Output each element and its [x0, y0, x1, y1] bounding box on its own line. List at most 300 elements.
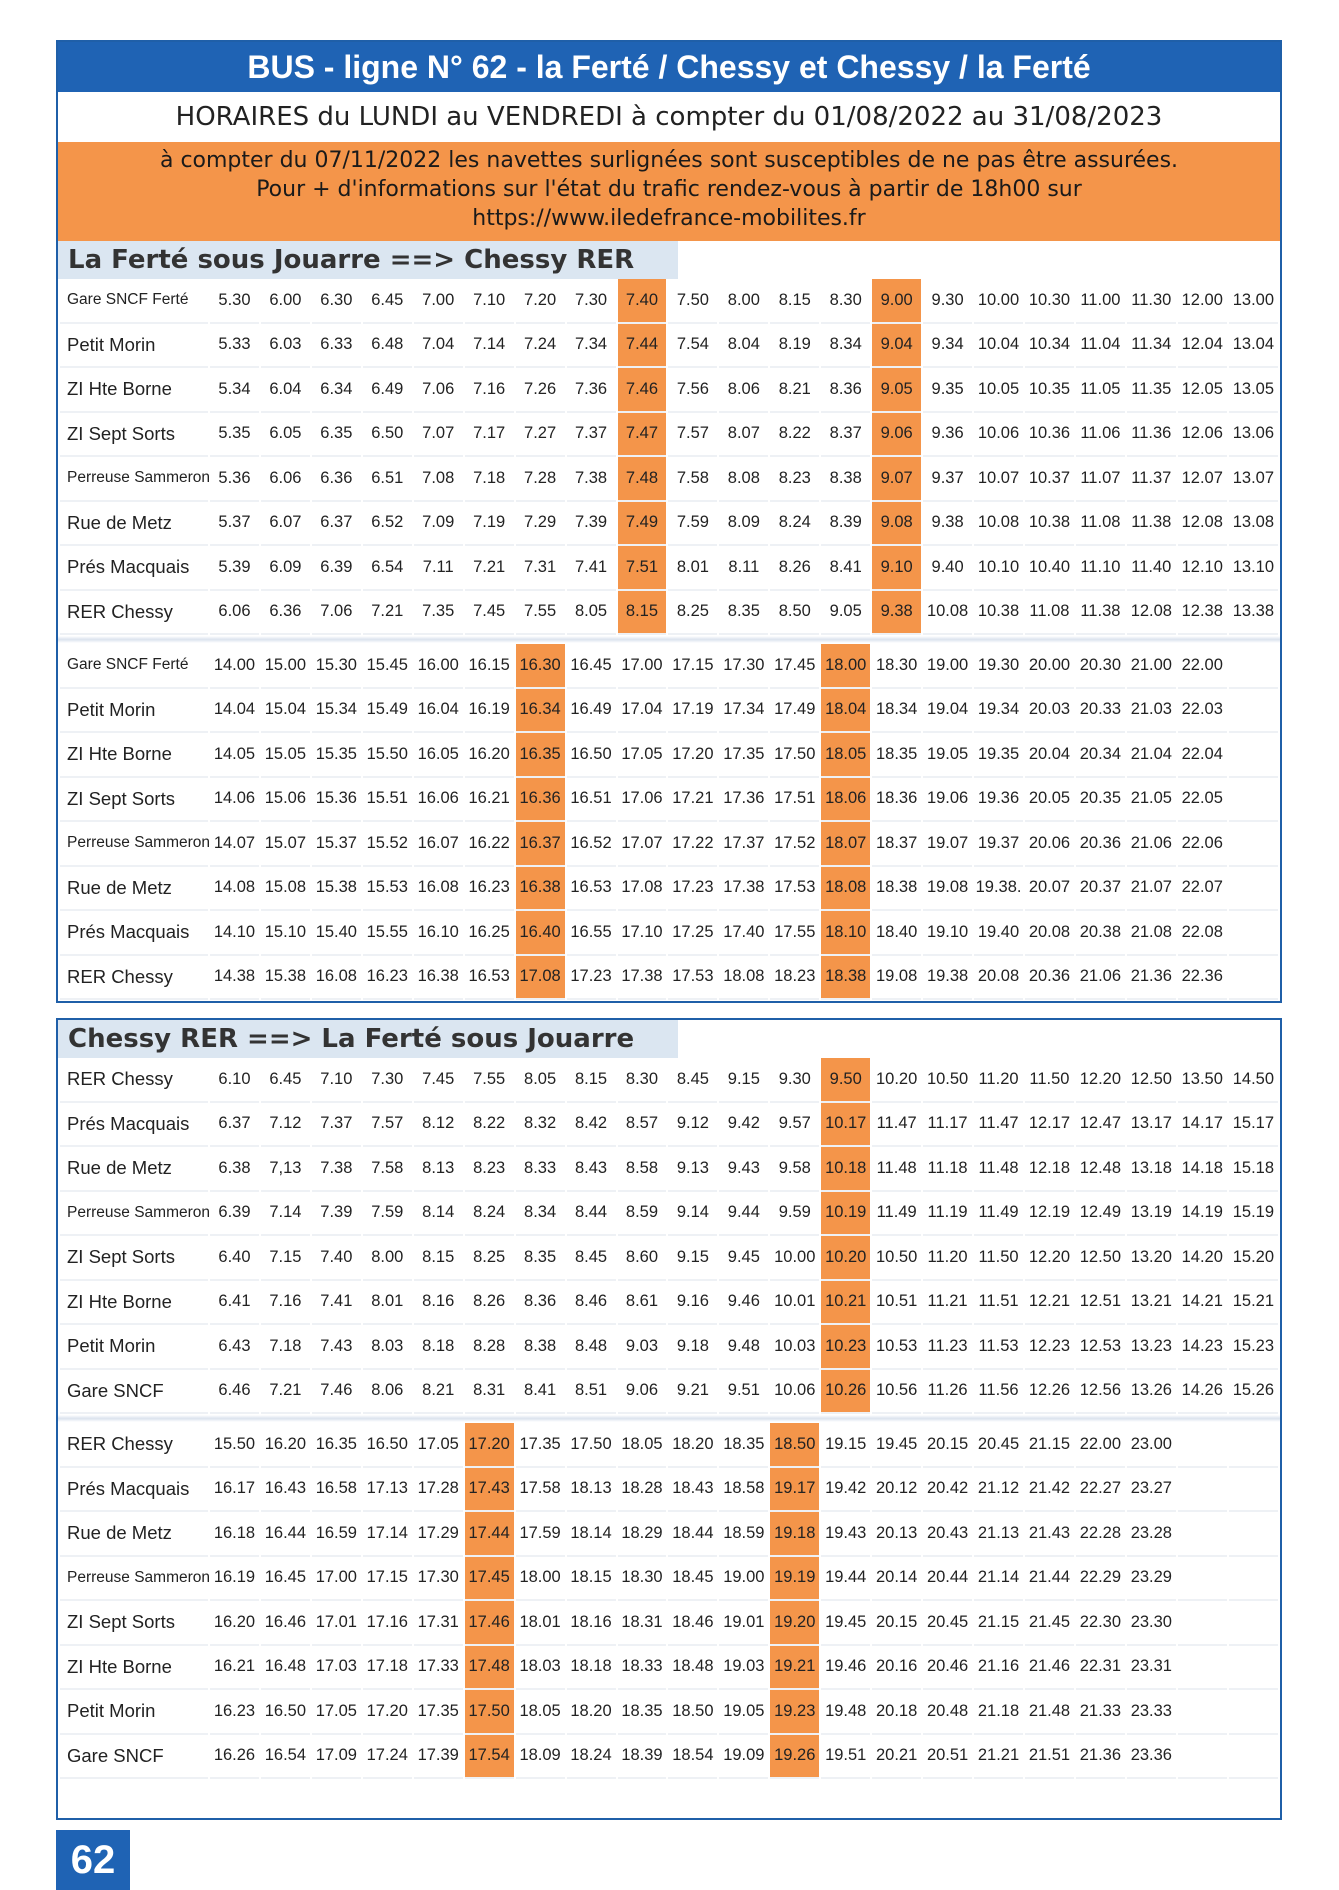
departure-time: 7.40 [312, 1236, 361, 1281]
departure-time: 19.51 [821, 1735, 870, 1780]
stop-name: Prés Macquais [60, 1468, 208, 1513]
departure-time: 8.50 [770, 591, 819, 636]
departure-time: 16.51 [567, 778, 616, 823]
departure-time: 10.08 [974, 502, 1023, 547]
departure-time: 6.38 [210, 1147, 259, 1192]
departure-time: 11.10 [1076, 546, 1125, 591]
departure-time: 18.43 [668, 1468, 717, 1513]
departure-time: 8.46 [567, 1281, 616, 1326]
departure-time: 23.33 [1127, 1690, 1176, 1735]
timetable-row [60, 1468, 1278, 1513]
service-notice [58, 142, 1280, 241]
departure-time: 13.08 [1229, 502, 1278, 547]
departure-time: 21.06 [1127, 822, 1176, 867]
departure-time: 8.37 [821, 413, 870, 458]
departure-time: 21.42 [1025, 1468, 1074, 1513]
departure-time: 6.30 [312, 279, 361, 324]
departure-time: 17.05 [312, 1690, 361, 1735]
departure-time: 9.16 [668, 1281, 717, 1326]
departure-time: 7.45 [465, 591, 514, 636]
departure-time: 11.49 [974, 1192, 1023, 1237]
departure-time-highlighted: 17.48 [465, 1646, 514, 1691]
departure-time: 9.46 [719, 1281, 768, 1326]
departure-time: 12.19 [1025, 1192, 1074, 1237]
departure-time: 8.21 [414, 1370, 463, 1415]
departure-time: 7.41 [312, 1281, 361, 1326]
departure-time: 17.15 [363, 1557, 412, 1602]
departure-time-highlighted: 18.50 [770, 1423, 819, 1468]
departure-time: 14.00 [210, 644, 259, 689]
departure-time: 17.31 [414, 1601, 463, 1646]
departure-time: 19.38. [974, 867, 1023, 912]
departure-time: 15.34 [312, 689, 361, 734]
departure-time: 19.43 [821, 1512, 870, 1557]
departure-time: 8.08 [719, 457, 768, 502]
stop-name: Petit Morin [60, 324, 208, 369]
timetable-direction-1 [58, 279, 1280, 1000]
departure-time: 15.06 [261, 778, 310, 823]
departure-time: 8.32 [516, 1103, 565, 1148]
departure-time: 7.15 [261, 1236, 310, 1281]
departure-time: 17.36 [719, 778, 768, 823]
departure-time: 13.21 [1127, 1281, 1176, 1326]
departure-time: 6.00 [261, 279, 310, 324]
departure-time: 7.24 [516, 324, 565, 369]
departure-time: 7.36 [567, 368, 616, 413]
departure-time-highlighted: 16.34 [516, 689, 565, 734]
departure-time: 7.31 [516, 546, 565, 591]
departure-time: 17.09 [312, 1735, 361, 1780]
departure-time: 18.44 [668, 1512, 717, 1557]
departure-time: 7.21 [261, 1370, 310, 1415]
departure-time-highlighted: 17.45 [465, 1557, 514, 1602]
departure-time-highlighted: 9.07 [872, 457, 921, 502]
departure-time: 11.48 [872, 1147, 921, 1192]
departure-time: 10.10 [974, 546, 1023, 591]
stop-name: Perreuse Sammeron [60, 822, 208, 867]
departure-time: 12.21 [1025, 1281, 1074, 1326]
departure-time: 18.34 [872, 689, 921, 734]
timetable-row [60, 778, 1278, 823]
departure-time-highlighted: 8.15 [618, 591, 667, 636]
departure-time: 20.21 [872, 1735, 921, 1780]
departure-time: 7.45 [414, 1058, 463, 1103]
stop-name: ZI Sept Sorts [60, 413, 208, 458]
departure-time: 16.15 [465, 644, 514, 689]
departure-time: 20.16 [872, 1646, 921, 1691]
departure-time: 9.37 [923, 457, 972, 502]
departure-time: 6.46 [210, 1370, 259, 1415]
departure-time-highlighted: 18.05 [821, 733, 870, 778]
departure-time: 20.37 [1076, 867, 1125, 912]
departure-time: 8.33 [516, 1147, 565, 1192]
departure-time: 10.01 [770, 1281, 819, 1326]
departure-time: 7.46 [312, 1370, 361, 1415]
departure-time-highlighted: 7.48 [618, 457, 667, 502]
departure-time: 8.45 [567, 1236, 616, 1281]
departure-time: 8.34 [516, 1192, 565, 1237]
departure-time: 8.38 [821, 457, 870, 502]
departure-time: 16.43 [261, 1468, 310, 1513]
departure-time [1229, 644, 1278, 689]
departure-time: 22.31 [1076, 1646, 1125, 1691]
departure-time: 10.36 [1025, 413, 1074, 458]
departure-time: 23.27 [1127, 1468, 1176, 1513]
departure-time: 8.48 [567, 1325, 616, 1370]
departure-time: 18.05 [516, 1690, 565, 1735]
departure-time: 17.30 [719, 644, 768, 689]
departure-time: 11.56 [974, 1370, 1023, 1415]
departure-time: 17.55 [770, 911, 819, 956]
departure-time-highlighted: 16.35 [516, 733, 565, 778]
departure-time: 17.34 [719, 689, 768, 734]
departure-time: 7.54 [668, 324, 717, 369]
schedule-box-ferte-to-chessy [56, 40, 1282, 1003]
departure-time-highlighted: 16.40 [516, 911, 565, 956]
departure-time: 11.38 [1076, 591, 1125, 636]
departure-time-highlighted: 17.44 [465, 1512, 514, 1557]
departure-time: 11.19 [923, 1192, 972, 1237]
notice-link[interactable]: https://www.iledefrance-mobilites.fr [472, 206, 866, 231]
departure-time: 11.26 [923, 1370, 972, 1415]
departure-time: 18.38 [872, 867, 921, 912]
departure-time: 9.15 [719, 1058, 768, 1103]
departure-time: 7.17 [465, 413, 514, 458]
departure-time-highlighted: 10.21 [821, 1281, 870, 1326]
departure-time: 17.53 [668, 956, 717, 1001]
departure-time: 20.44 [923, 1557, 972, 1602]
departure-time: 11.48 [974, 1147, 1023, 1192]
departure-time: 15.51 [363, 778, 412, 823]
departure-time: 16.35 [312, 1423, 361, 1468]
departure-time: 7.20 [516, 279, 565, 324]
departure-time: 6.45 [261, 1058, 310, 1103]
departure-time: 11.05 [1076, 368, 1125, 413]
departure-time: 16.52 [567, 822, 616, 867]
departure-time: 7.58 [363, 1147, 412, 1192]
departure-time: 6.39 [210, 1192, 259, 1237]
departure-time: 9.30 [923, 279, 972, 324]
departure-time-highlighted: 10.20 [821, 1236, 870, 1281]
departure-time: 18.15 [567, 1557, 616, 1602]
departure-time: 17.01 [312, 1601, 361, 1646]
departure-time: 16.19 [465, 689, 514, 734]
departure-time: 7.37 [312, 1103, 361, 1148]
departure-time: 18.36 [872, 778, 921, 823]
stop-name: RER Chessy [60, 591, 208, 636]
departure-time: 23.31 [1127, 1646, 1176, 1691]
stop-name: Perreuse Sammeron [60, 1192, 208, 1237]
departure-time: 6.50 [363, 413, 412, 458]
departure-time: 15.26 [1229, 1370, 1278, 1415]
departure-time: 15.04 [261, 689, 310, 734]
departure-time: 12.08 [1127, 591, 1176, 636]
departure-time: 16.45 [261, 1557, 310, 1602]
departure-time: 7.10 [312, 1058, 361, 1103]
departure-time-highlighted: 18.00 [821, 644, 870, 689]
departure-time: 7.59 [363, 1192, 412, 1237]
departure-time: 8.31 [465, 1370, 514, 1415]
departure-time: 18.30 [618, 1557, 667, 1602]
stop-name: ZI Hte Borne [60, 1281, 208, 1326]
departure-time: 17.28 [414, 1468, 463, 1513]
departure-time: 17.00 [312, 1557, 361, 1602]
stop-name: ZI Sept Sorts [60, 1601, 208, 1646]
departure-time: 10.00 [770, 1236, 819, 1281]
departure-time: 9.05 [821, 591, 870, 636]
departure-time: 22.36 [1178, 956, 1227, 1001]
departure-time: 8.26 [465, 1281, 514, 1326]
departure-time: 18.24 [567, 1735, 616, 1780]
departure-time: 16.08 [414, 867, 463, 912]
departure-time: 10.50 [872, 1236, 921, 1281]
stop-name: Gare SNCF [60, 1370, 208, 1415]
departure-time: 14.23 [1178, 1325, 1227, 1370]
departure-time: 17.25 [668, 911, 717, 956]
departure-time: 18.09 [516, 1735, 565, 1780]
departure-time [1229, 956, 1278, 1001]
departure-time: 20.30 [1076, 644, 1125, 689]
departure-time: 12.26 [1025, 1370, 1074, 1415]
timetable-row [60, 546, 1278, 591]
departure-time: 16.48 [261, 1646, 310, 1691]
departure-time: 12.08 [1178, 502, 1227, 547]
departure-time: 14.05 [210, 733, 259, 778]
departure-time: 6.52 [363, 502, 412, 547]
departure-time: 14.26 [1178, 1370, 1227, 1415]
departure-time: 16.44 [261, 1512, 310, 1557]
departure-time: 20.42 [923, 1468, 972, 1513]
departure-time: 16.45 [567, 644, 616, 689]
departure-time: 21.03 [1127, 689, 1176, 734]
departure-time [1229, 778, 1278, 823]
departure-time: 8.05 [516, 1058, 565, 1103]
departure-time [1229, 1690, 1278, 1735]
departure-time: 16.17 [210, 1468, 259, 1513]
departure-time: 8.35 [516, 1236, 565, 1281]
departure-time: 7.38 [312, 1147, 361, 1192]
departure-time [1229, 1468, 1278, 1513]
departure-time: 7.41 [567, 546, 616, 591]
departure-time: 11.51 [974, 1281, 1023, 1326]
departure-time: 10.08 [923, 591, 972, 636]
departure-time: 16.54 [261, 1735, 310, 1780]
departure-time: 20.00 [1025, 644, 1074, 689]
departure-time: 7.29 [516, 502, 565, 547]
departure-time: 19.01 [719, 1601, 768, 1646]
departure-time: 5.30 [210, 279, 259, 324]
departure-time: 21.06 [1076, 956, 1125, 1001]
departure-time: 7.08 [414, 457, 463, 502]
departure-time: 12.48 [1076, 1147, 1125, 1192]
departure-time: 10.50 [923, 1058, 972, 1103]
departure-time: 19.00 [719, 1557, 768, 1602]
departure-time: 19.34 [974, 689, 1023, 734]
departure-time-highlighted: 7.51 [618, 546, 667, 591]
departure-time: 17.29 [414, 1512, 463, 1557]
departure-time: 7.37 [567, 413, 616, 458]
departure-time: 11.47 [974, 1103, 1023, 1148]
departure-time: 6.06 [210, 591, 259, 636]
timetable-row [60, 956, 1278, 1001]
departure-time: 11.34 [1127, 324, 1176, 369]
departure-time [1229, 1557, 1278, 1602]
departure-time: 17.51 [770, 778, 819, 823]
departure-time: 6.49 [363, 368, 412, 413]
departure-time [1229, 1735, 1278, 1780]
stop-name: Rue de Metz [60, 867, 208, 912]
timetable-row [60, 911, 1278, 956]
departure-time: 20.51 [923, 1735, 972, 1780]
timetable-row [60, 689, 1278, 734]
departure-time [1229, 1423, 1278, 1468]
departure-time: 18.40 [872, 911, 921, 956]
departure-time: 19.46 [821, 1646, 870, 1691]
departure-time: 8.15 [414, 1236, 463, 1281]
departure-time: 20.46 [923, 1646, 972, 1691]
departure-time: 16.46 [261, 1601, 310, 1646]
departure-time: 22.29 [1076, 1557, 1125, 1602]
departure-time: 7.06 [312, 591, 361, 636]
departure-time: 15.38 [312, 867, 361, 912]
departure-time: 19.30 [974, 644, 1023, 689]
departure-time: 15.00 [261, 644, 310, 689]
departure-time: 21.48 [1025, 1690, 1074, 1735]
departure-time [1229, 1601, 1278, 1646]
departure-time: 16.06 [414, 778, 463, 823]
departure-time: 19.42 [821, 1468, 870, 1513]
departure-time: 8.59 [618, 1192, 667, 1237]
departure-time: 8.35 [719, 591, 768, 636]
departure-time: 22.28 [1076, 1512, 1125, 1557]
departure-time: 12.49 [1076, 1192, 1125, 1237]
departure-time: 21.44 [1025, 1557, 1074, 1602]
departure-time: 16.23 [465, 867, 514, 912]
departure-time-highlighted: 7.47 [618, 413, 667, 458]
departure-time: 15.05 [261, 733, 310, 778]
departure-time: 18.46 [668, 1601, 717, 1646]
departure-time: 8.16 [414, 1281, 463, 1326]
departure-time: 7.55 [516, 591, 565, 636]
departure-time: 12.06 [1178, 413, 1227, 458]
departure-time: 9.44 [719, 1192, 768, 1237]
departure-time: 15.07 [261, 822, 310, 867]
departure-time: 7.14 [261, 1192, 310, 1237]
timetable-row [60, 368, 1278, 413]
departure-time: 16.10 [414, 911, 463, 956]
departure-time-highlighted: 16.38 [516, 867, 565, 912]
departure-time: 10.38 [1025, 502, 1074, 547]
departure-time: 6.34 [312, 368, 361, 413]
departure-time: 18.29 [618, 1512, 667, 1557]
departure-time: 13.06 [1229, 413, 1278, 458]
departure-time: 19.40 [974, 911, 1023, 956]
departure-time: 23.36 [1127, 1735, 1176, 1780]
departure-time: 12.20 [1076, 1058, 1125, 1103]
departure-time: 8.44 [567, 1192, 616, 1237]
departure-time: 13.23 [1127, 1325, 1176, 1370]
departure-time: 12.50 [1076, 1236, 1125, 1281]
departure-time: 21.16 [974, 1646, 1023, 1691]
departure-time: 19.07 [923, 822, 972, 867]
departure-time: 15.19 [1229, 1192, 1278, 1237]
departure-time: 7.55 [465, 1058, 514, 1103]
timetable-row [60, 1370, 1278, 1415]
departure-time [1178, 1690, 1227, 1735]
departure-time: 20.33 [1076, 689, 1125, 734]
departure-time: 15.08 [261, 867, 310, 912]
departure-time [1229, 689, 1278, 734]
departure-time: 13.00 [1229, 279, 1278, 324]
departure-time: 18.50 [668, 1690, 717, 1735]
departure-time: 11.17 [923, 1103, 972, 1148]
departure-time: 6.36 [261, 591, 310, 636]
departure-time: 8.38 [516, 1325, 565, 1370]
departure-time: 8.30 [821, 279, 870, 324]
departure-time: 8.13 [414, 1147, 463, 1192]
departure-time-highlighted: 9.04 [872, 324, 921, 369]
departure-time: 20.45 [923, 1601, 972, 1646]
departure-time: 15.37 [312, 822, 361, 867]
departure-time: 16.26 [210, 1735, 259, 1780]
departure-time: 10.05 [974, 368, 1023, 413]
departure-time: 15.50 [363, 733, 412, 778]
departure-time: 19.10 [923, 911, 972, 956]
departure-time: 7.39 [567, 502, 616, 547]
departure-time: 7.00 [414, 279, 463, 324]
departure-time: 18.18 [567, 1646, 616, 1691]
departure-time [1178, 1601, 1227, 1646]
departure-time: 7.14 [465, 324, 514, 369]
departure-time: 21.12 [974, 1468, 1023, 1513]
departure-time: 21.05 [1127, 778, 1176, 823]
departure-time-highlighted: 17.43 [465, 1468, 514, 1513]
departure-time: 8.06 [363, 1370, 412, 1415]
departure-time: 17.21 [668, 778, 717, 823]
departure-time: 8.39 [821, 502, 870, 547]
departure-time [1229, 867, 1278, 912]
departure-time: 8.60 [618, 1236, 667, 1281]
departure-time: 7.59 [668, 502, 717, 547]
departure-time: 18.03 [516, 1646, 565, 1691]
departure-time: 8.61 [618, 1281, 667, 1326]
departure-time: 15.20 [1229, 1236, 1278, 1281]
departure-time: 17.45 [770, 644, 819, 689]
departure-time: 19.48 [821, 1690, 870, 1735]
departure-time: 13.20 [1127, 1236, 1176, 1281]
departure-time: 19.06 [923, 778, 972, 823]
timetable-row [60, 733, 1278, 778]
departure-time: 17.38 [719, 867, 768, 912]
departure-time: 11.00 [1076, 279, 1125, 324]
stop-name: Gare SNCF Ferté [60, 279, 208, 324]
departure-time: 7.21 [363, 591, 412, 636]
departure-time: 8.30 [618, 1058, 667, 1103]
timetable-row [60, 867, 1278, 912]
departure-time: 11.08 [1025, 591, 1074, 636]
departure-time: 20.08 [1025, 911, 1074, 956]
departure-time: 15.38 [261, 956, 310, 1001]
departure-time: 21.46 [1025, 1646, 1074, 1691]
departure-time: 14.50 [1229, 1058, 1278, 1103]
departure-time: 12.56 [1076, 1370, 1125, 1415]
departure-time: 14.18 [1178, 1147, 1227, 1192]
departure-time: 17.33 [414, 1646, 463, 1691]
departure-time: 14.20 [1178, 1236, 1227, 1281]
departure-time [1229, 1646, 1278, 1691]
departure-time: 22.27 [1076, 1468, 1125, 1513]
departure-time: 15.55 [363, 911, 412, 956]
